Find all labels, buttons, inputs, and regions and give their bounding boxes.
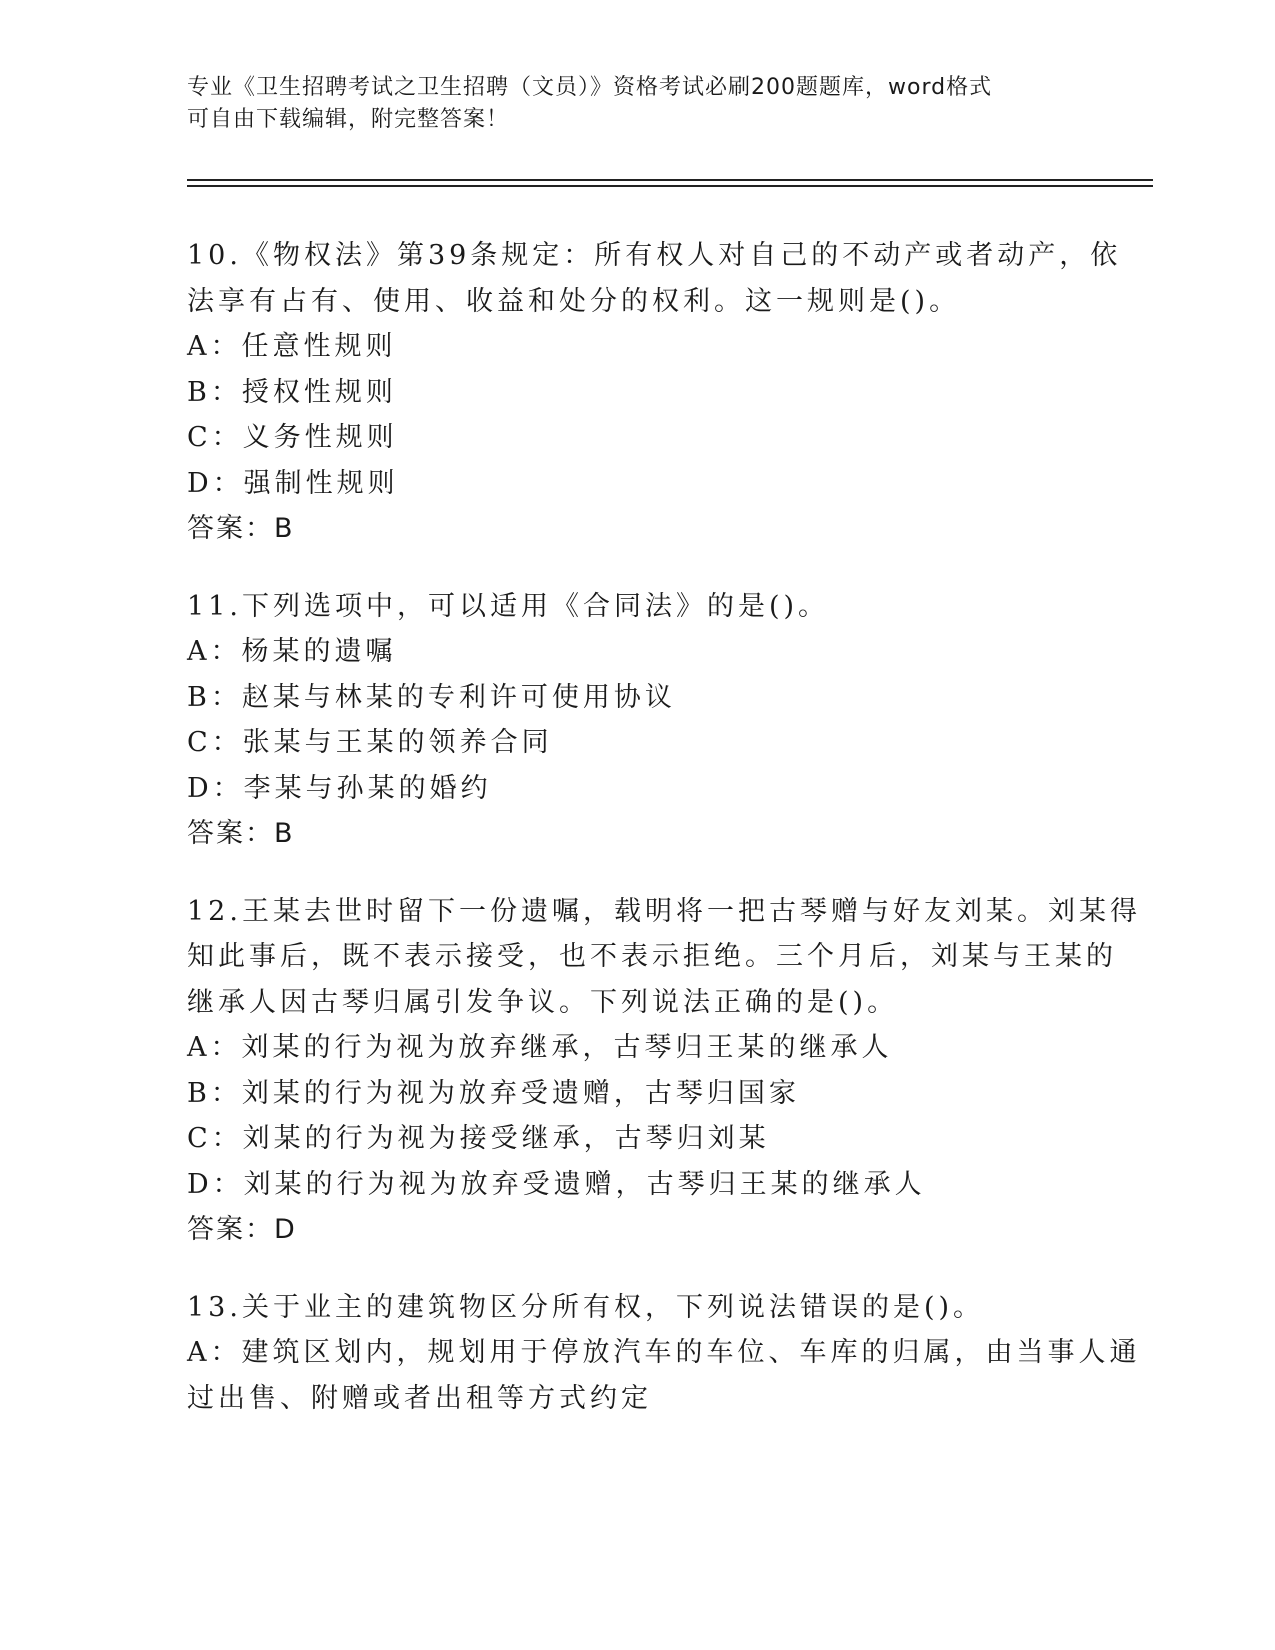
question-text: 继承人因古琴归属引发争议。下列说法正确的是()。 <box>187 986 899 1018</box>
option-c: C：义务性规则 <box>187 422 398 453</box>
option-a: A：杨某的遗嘱 <box>187 636 397 667</box>
option-d: D：李某与孙某的婚约 <box>187 772 492 804</box>
question-13 <box>187 1285 1141 1422</box>
question-text: 10.《物权法》第39条规定：所有权人对自己的不动产或者动产，依 <box>187 240 1122 271</box>
option-a: A：建筑区划内，规划用于停放汽车的车位、车库的归属，由当事人通 <box>187 1337 1141 1368</box>
option-c: C：刘某的行为视为接受继承，古琴归刘某 <box>187 1123 770 1154</box>
option-b: B：授权性规则 <box>187 376 397 408</box>
document-header <box>187 72 1087 136</box>
question-list <box>187 233 1141 1453</box>
header-rule-top <box>187 179 1153 181</box>
header-title-line-1: 专业《卫生招聘考试之卫生招聘（文员）》资格考试必刷200题题库，word格式 <box>187 75 993 100</box>
question-11 <box>187 584 1087 857</box>
answer-label: 答案：B <box>187 818 295 849</box>
question-text: 13.关于业主的建筑物区分所有权，下列说法错误的是()。 <box>187 1291 985 1323</box>
option-d: D：刘某的行为视为放弃受遗赠，古琴归王某的继承人 <box>187 1168 926 1200</box>
option-d: D：强制性规则 <box>187 467 399 499</box>
question-text: 知此事后，既不表示接受，也不表示拒绝。三个月后，刘某与王某的 <box>187 941 1117 972</box>
option-c: C：张某与王某的领养合同 <box>187 727 553 758</box>
option-b: B：赵某与林某的专利许可使用协议 <box>187 681 676 713</box>
option-b: B：刘某的行为视为放弃受遗赠，古琴归国家 <box>187 1077 800 1109</box>
question-10 <box>187 233 1122 552</box>
question-12 <box>187 889 1141 1253</box>
option-a: A：刘某的行为视为放弃继承，古琴归王某的继承人 <box>187 1032 893 1063</box>
question-text: 11.下列选项中，可以适用《合同法》的是()。 <box>187 590 830 622</box>
question-text: 12.王某去世时留下一份遗嘱，载明将一把古琴赠与好友刘某。刘某得 <box>187 895 1141 927</box>
option-a-continued: 过出售、附赠或者出租等方式约定 <box>187 1382 652 1414</box>
header-title-line-2: 可自由下载编辑，附完整答案！ <box>187 107 510 132</box>
option-a: A：任意性规则 <box>187 331 397 362</box>
question-text: 法享有占有、使用、收益和处分的权利。这一规则是()。 <box>187 285 961 317</box>
answer-label: 答案：D <box>187 1214 297 1245</box>
answer-label: 答案：B <box>187 513 295 544</box>
header-rule-bottom <box>187 185 1153 187</box>
